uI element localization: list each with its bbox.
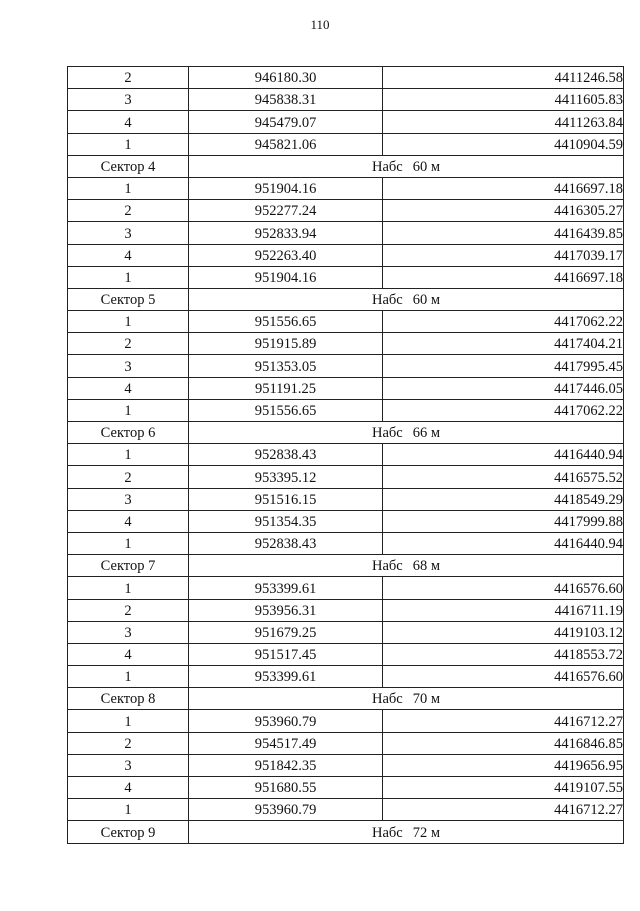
- point-number: 3: [68, 89, 189, 111]
- table-row: [68, 510, 624, 532]
- coord-y: 4416576.60: [383, 577, 624, 599]
- coord-x: 951191.25: [189, 377, 383, 399]
- point-number: 1: [68, 177, 189, 199]
- coord-x: 953960.79: [189, 710, 383, 732]
- table-row: [68, 222, 624, 244]
- point-number: 3: [68, 621, 189, 643]
- coord-y: 4419103.12: [383, 621, 624, 643]
- point-number: 1: [68, 577, 189, 599]
- coordinates-table: [67, 66, 624, 844]
- coord-x: 951353.05: [189, 355, 383, 377]
- coord-y: 4416846.85: [383, 732, 624, 754]
- point-number: 3: [68, 754, 189, 776]
- point-number: 2: [68, 200, 189, 222]
- sector-header-row: [68, 555, 624, 577]
- coord-y: 4416712.27: [383, 710, 624, 732]
- sector-label: Сектор 9: [68, 821, 189, 843]
- table-row: [68, 643, 624, 665]
- coord-x: 952263.40: [189, 244, 383, 266]
- coord-x: 954517.49: [189, 732, 383, 754]
- point-number: 1: [68, 133, 189, 155]
- coord-y: 4419656.95: [383, 754, 624, 776]
- table-row: [68, 355, 624, 377]
- height-value: 70 м: [412, 691, 441, 708]
- height-label-cell: [189, 422, 624, 444]
- coord-y: 4416576.60: [383, 666, 624, 688]
- coord-y: 4418549.29: [383, 488, 624, 510]
- table-row: [68, 333, 624, 355]
- coord-y: 4416711.19: [383, 599, 624, 621]
- coord-x: 953956.31: [189, 599, 383, 621]
- coord-x: 945821.06: [189, 133, 383, 155]
- table-row: [68, 754, 624, 776]
- point-number: 4: [68, 377, 189, 399]
- coord-y: 4417039.17: [383, 244, 624, 266]
- height-value: 66 м: [412, 425, 441, 442]
- point-number: 1: [68, 266, 189, 288]
- coord-x: 952838.43: [189, 444, 383, 466]
- height-label: Набс: [371, 824, 403, 841]
- coord-x: 951516.15: [189, 488, 383, 510]
- point-number: 3: [68, 222, 189, 244]
- coord-y: 4417995.45: [383, 355, 624, 377]
- coord-y: 4417446.05: [383, 377, 624, 399]
- table-row: [68, 244, 624, 266]
- coord-y: 4411246.58: [383, 67, 624, 89]
- point-number: 3: [68, 488, 189, 510]
- height-label-cell: [189, 155, 624, 177]
- coord-y: 4417062.22: [383, 311, 624, 333]
- page-number: 110: [310, 17, 330, 32]
- table-row: [68, 67, 624, 89]
- coord-x: 953399.61: [189, 666, 383, 688]
- height-label-cell: [189, 555, 624, 577]
- sector-label: Сектор 7: [68, 555, 189, 577]
- coord-x: 951556.65: [189, 399, 383, 421]
- coord-x: 952277.24: [189, 200, 383, 222]
- coord-y: 4416305.27: [383, 200, 624, 222]
- coord-y: 4416575.52: [383, 466, 624, 488]
- point-number: 4: [68, 643, 189, 665]
- height-label: Набс: [371, 425, 403, 442]
- table-row: [68, 799, 624, 821]
- coord-y: 4416697.18: [383, 266, 624, 288]
- point-number: 4: [68, 510, 189, 532]
- coord-y: 4417404.21: [383, 333, 624, 355]
- coord-x: 951904.16: [189, 266, 383, 288]
- table-row: [68, 777, 624, 799]
- coord-x: 952838.43: [189, 532, 383, 554]
- point-number: 4: [68, 244, 189, 266]
- coord-y: 4418553.72: [383, 643, 624, 665]
- coord-x: 946180.30: [189, 67, 383, 89]
- point-number: 1: [68, 710, 189, 732]
- height-value: 72 м: [412, 824, 441, 841]
- sector-label: Сектор 6: [68, 422, 189, 444]
- coord-x: 951679.25: [189, 621, 383, 643]
- point-number: 1: [68, 399, 189, 421]
- height-label-cell: [189, 821, 624, 843]
- coord-x: 951842.35: [189, 754, 383, 776]
- sector-header-row: [68, 422, 624, 444]
- table-row: [68, 710, 624, 732]
- point-number: 2: [68, 333, 189, 355]
- coord-y: 4416440.94: [383, 444, 624, 466]
- table-row: [68, 133, 624, 155]
- table-row: [68, 577, 624, 599]
- height-value: 68 м: [412, 558, 441, 575]
- point-number: 4: [68, 777, 189, 799]
- coord-x: 951354.35: [189, 510, 383, 532]
- table-row: [68, 177, 624, 199]
- coord-x: 951556.65: [189, 311, 383, 333]
- table-row: [68, 666, 624, 688]
- height-label-cell: [189, 288, 624, 310]
- coord-x: 953395.12: [189, 466, 383, 488]
- height-label: Набс: [371, 558, 403, 575]
- coord-x: 952833.94: [189, 222, 383, 244]
- sector-label: Сектор 8: [68, 688, 189, 710]
- table-row: [68, 444, 624, 466]
- sector-header-row: [68, 155, 624, 177]
- point-number: 2: [68, 67, 189, 89]
- coord-x: 953399.61: [189, 577, 383, 599]
- height-label: Набс: [371, 292, 403, 309]
- coord-y: 4416697.18: [383, 177, 624, 199]
- point-number: 2: [68, 732, 189, 754]
- table-row: [68, 111, 624, 133]
- coord-y: 4411263.84: [383, 111, 624, 133]
- coord-y: 4411605.83: [383, 89, 624, 111]
- coord-x: 945479.07: [189, 111, 383, 133]
- table-row: [68, 399, 624, 421]
- sector-header-row: [68, 288, 624, 310]
- sector-header-row: [68, 821, 624, 843]
- table-row: [68, 732, 624, 754]
- coord-y: 4416439.85: [383, 222, 624, 244]
- coord-y: 4417999.88: [383, 510, 624, 532]
- point-number: 2: [68, 599, 189, 621]
- height-label: Набс: [371, 158, 403, 175]
- coord-y: 4417062.22: [383, 399, 624, 421]
- coord-x: 953960.79: [189, 799, 383, 821]
- coord-x: 951904.16: [189, 177, 383, 199]
- coord-y: 4416712.27: [383, 799, 624, 821]
- table-row: [68, 200, 624, 222]
- coord-y: 4419107.55: [383, 777, 624, 799]
- point-number: 1: [68, 311, 189, 333]
- sector-header-row: [68, 688, 624, 710]
- point-number: 3: [68, 355, 189, 377]
- point-number: 4: [68, 111, 189, 133]
- table-row: [68, 266, 624, 288]
- coord-x: 951680.55: [189, 777, 383, 799]
- coord-y: 4416440.94: [383, 532, 624, 554]
- coord-y: 4410904.59: [383, 133, 624, 155]
- table-row: [68, 89, 624, 111]
- table-row: [68, 311, 624, 333]
- table-row: [68, 377, 624, 399]
- point-number: 1: [68, 444, 189, 466]
- height-value: 60 м: [412, 158, 441, 175]
- point-number: 1: [68, 666, 189, 688]
- table-row: [68, 621, 624, 643]
- table-row: [68, 466, 624, 488]
- sector-label: Сектор 5: [68, 288, 189, 310]
- sector-label: Сектор 4: [68, 155, 189, 177]
- height-value: 60 м: [412, 292, 441, 309]
- coord-x: 945838.31: [189, 89, 383, 111]
- height-label-cell: [189, 688, 624, 710]
- table-row: [68, 532, 624, 554]
- coord-x: 951517.45: [189, 643, 383, 665]
- table-row: [68, 599, 624, 621]
- point-number: 1: [68, 799, 189, 821]
- height-label: Набс: [371, 691, 403, 708]
- table-row: [68, 488, 624, 510]
- coord-x: 951915.89: [189, 333, 383, 355]
- point-number: 1: [68, 532, 189, 554]
- point-number: 2: [68, 466, 189, 488]
